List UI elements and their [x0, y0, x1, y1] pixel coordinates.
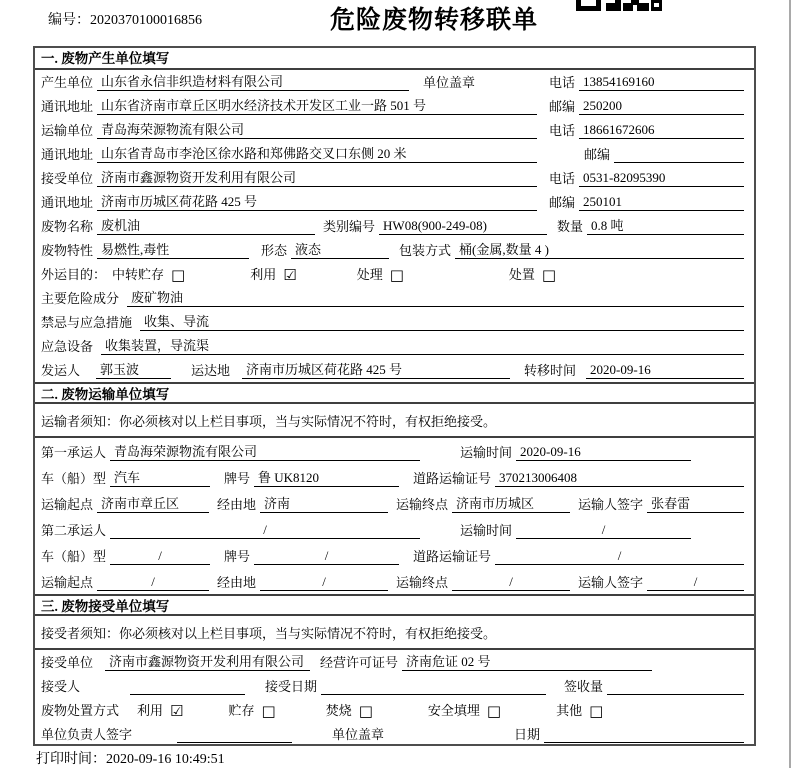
purpose-option-use [250, 264, 296, 283]
row-receiver-address [35, 190, 754, 214]
category-field: HW08(900-249-08) [379, 218, 547, 235]
checkbox-checked-icon: ☑ [170, 702, 184, 720]
receiver-zip-label: 邮编 [548, 195, 575, 210]
print-time [36, 748, 225, 768]
row-transporter-address [35, 142, 754, 166]
checkbox-checked-icon: ☑ [283, 266, 297, 284]
accept-date-field [321, 678, 546, 695]
transporter-notice-text: 运输者须知：你必须核对以上栏目事项，当与实际情况不符时，有权拒绝接受。 [41, 413, 497, 429]
road-cert2-label: 道路运输证号 [413, 549, 492, 564]
vehicle2-field: / [110, 548, 210, 565]
plate2-label: 牌号 [224, 549, 251, 564]
producer-field: 山东省永信非织造材料有限公司 [97, 74, 409, 91]
receiver-label: 接受单位 [41, 171, 94, 186]
section3-header: 三. 废物接受单位填写 [35, 594, 754, 616]
producer-phone-field: 13854169160 [579, 74, 744, 91]
packing-label: 包装方式 [399, 243, 452, 258]
accept-person-label: 接受人 [41, 679, 81, 694]
transporter-phone-field: 18661672606 [579, 122, 744, 139]
checkbox-icon: □ [589, 702, 604, 720]
destination-field: 济南市历城区荷花路 425 号 [242, 362, 510, 379]
unit-seal-label: 单位盖章 [332, 727, 385, 742]
sign2-label: 运输人签字 [578, 575, 644, 590]
sender-field: 郭玉波 [96, 362, 171, 379]
producer-seal-label: 单位盖章 [423, 75, 476, 90]
terminal2-label: 运输终点 [396, 575, 449, 590]
plate1-label: 牌号 [224, 471, 251, 486]
waste-name-label: 废物名称 [41, 219, 94, 234]
purpose-use-label: 利用 [250, 267, 277, 282]
terminal2-field: / [452, 574, 570, 591]
row-disposal-method [35, 698, 754, 722]
row-waste-character [35, 238, 754, 262]
transport-time2-label: 运输时间 [460, 523, 513, 538]
vehicle1-field: 汽车 [110, 470, 210, 487]
character-label: 废物特性 [41, 243, 94, 258]
accept-unit-field: 济南市鑫源物资开发利用有限公司 [105, 654, 310, 671]
accept-amount-field [607, 678, 744, 695]
form-table [33, 46, 756, 746]
character-field: 易燃性,毒性 [97, 242, 249, 259]
transporter-zip-field [614, 146, 744, 163]
receiver-field: 济南市鑫源物资开发利用有限公司 [97, 170, 537, 187]
transport-time1-field: 2020-09-16 [516, 444, 691, 461]
carrier1-label: 第一承运人 [41, 445, 107, 460]
disposal-incinerate-label: 焚烧 [325, 703, 352, 718]
carrier2-label: 第二承运人 [41, 523, 107, 538]
seal-date-field [544, 726, 744, 743]
producer-zip-field: 250200 [579, 98, 744, 115]
receiver-notice-text: 接受者须知：你必须核对以上栏目事项，当与实际情况不符时，有权拒绝接受。 [41, 625, 497, 641]
sender-label: 发运人 [41, 363, 81, 378]
via1-field: 济南 [260, 496, 388, 513]
disposal-label: 废物处置方式 [41, 703, 120, 718]
purpose-transfer-storage-label: 中转贮存 [112, 267, 165, 282]
row-vehicle2 [35, 542, 754, 568]
checkbox-icon: □ [486, 702, 502, 720]
origin2-field: / [97, 574, 209, 591]
row-producer-address [35, 94, 754, 118]
purpose-option-dispose [509, 264, 556, 283]
equipment-field: 收集装置，导流渠 [101, 338, 744, 355]
row-carrier1 [35, 438, 754, 464]
producer-zip-label: 邮编 [548, 99, 575, 114]
producer-address-label: 通讯地址 [41, 99, 94, 114]
checkbox-icon: □ [389, 266, 404, 284]
vehicle2-label: 车（船）型 [41, 549, 107, 564]
transporter-label: 运输单位 [41, 123, 94, 138]
sign1-label: 运输人签字 [578, 497, 644, 512]
purpose-label: 外运目的： [41, 267, 107, 282]
disposal-option-storage [228, 700, 275, 719]
disposal-use-label: 利用 [137, 703, 164, 718]
transfer-time-label: 转移时间 [524, 363, 577, 378]
transporter-field: 青岛海荣源物流有限公司 [97, 122, 537, 139]
row-producer [35, 70, 754, 94]
transporter-address-label: 通讯地址 [41, 147, 94, 162]
checkbox-icon: □ [358, 702, 373, 720]
row-waste-name [35, 214, 754, 238]
sign1-field: 张春雷 [647, 496, 744, 513]
checkbox-icon: □ [171, 266, 186, 284]
row-route2 [35, 568, 754, 594]
road-cert1-label: 道路运输证号 [413, 471, 492, 486]
category-label: 类别编号 [323, 219, 376, 234]
receiver-phone-field: 0531-82095390 [579, 170, 744, 187]
page-title: 危险废物转移联单 [330, 7, 539, 34]
transport-time2-field: / [516, 522, 691, 539]
form-field: 液态 [291, 242, 389, 259]
accept-date-label: 接受日期 [265, 679, 318, 694]
via2-label: 经由地 [217, 575, 257, 590]
producer-address-field: 山东省济南市章丘区明水经济技术开发区工业一路 501 号 [97, 98, 537, 115]
receiver-address-field: 济南市历城区荷花路 425 号 [97, 194, 537, 211]
road-cert1-field: 370213006408 [495, 470, 744, 487]
print-time-value: 2020-09-16 10:49:51 [106, 752, 225, 767]
purpose-option-transfer-storage [112, 264, 185, 283]
section2-header: 二. 废物运输单位填写 [35, 382, 754, 404]
transporter-phone-label: 电话 [548, 123, 575, 138]
checkbox-icon: □ [261, 702, 276, 720]
row-route1 [35, 490, 754, 516]
qr-code-partial [576, 0, 664, 11]
via1-label: 经由地 [217, 497, 257, 512]
taboo-field: 收集、导流 [140, 314, 744, 331]
serial-label: 编号： [48, 13, 90, 28]
carrier2-field: / [110, 522, 420, 539]
hazard-field: 废矿物油 [127, 290, 744, 307]
disposal-storage-label: 贮存 [228, 703, 255, 718]
destination-label: 运达地 [191, 363, 231, 378]
origin2-label: 运输起点 [41, 575, 94, 590]
page-right-edge [789, 0, 791, 768]
disposal-option-use [137, 700, 183, 719]
transport-time1-label: 运输时间 [460, 445, 513, 460]
row-receiver [35, 166, 754, 190]
purpose-option-treat [357, 264, 404, 283]
quantity-field: 0.8 吨 [587, 218, 744, 235]
via2-field: / [260, 574, 388, 591]
license-label: 经营许可证号 [320, 655, 399, 670]
origin1-field: 济南市章丘区 [97, 496, 209, 513]
packing-field: 桶(金属,数量 4 ) [455, 242, 744, 259]
disposal-other-label: 其他 [556, 703, 583, 718]
transfer-time-field: 2020-09-16 [586, 362, 744, 379]
disposal-option-incinerate [326, 700, 373, 719]
accept-unit-label: 接受单位 [41, 655, 94, 670]
row-accept-unit [35, 650, 754, 674]
plate2-field: / [254, 548, 399, 565]
accept-amount-label: 签收量 [564, 679, 604, 694]
road-cert2-field: / [495, 548, 744, 565]
serial-number [48, 9, 202, 29]
disposal-option-other [556, 700, 603, 719]
disposal-landfill-label: 安全填埋 [427, 703, 480, 718]
plate1-field: 鲁 UK8120 [254, 470, 399, 487]
row-transporter [35, 118, 754, 142]
form-label: 形态 [261, 243, 288, 258]
section1-header: 一. 废物产生单位填写 [35, 48, 754, 70]
terminal1-label: 运输终点 [396, 497, 449, 512]
transporter-zip-label: 邮编 [583, 147, 610, 162]
row-head-sign [35, 722, 754, 746]
serial-value: 2020370100016856 [90, 13, 202, 28]
row-vehicle1 [35, 464, 754, 490]
purpose-treat-label: 处理 [356, 267, 383, 282]
purpose-dispose-label: 处置 [508, 267, 535, 282]
transporter-notice [35, 404, 754, 438]
receiver-phone-label: 电话 [548, 171, 575, 186]
terminal1-field: 济南市历城区 [452, 496, 570, 513]
sign2-field: / [647, 574, 744, 591]
row-taboo-measures [35, 310, 754, 334]
print-time-label: 打印时间： [36, 752, 106, 767]
origin1-label: 运输起点 [41, 497, 94, 512]
row-accept-person [35, 674, 754, 698]
taboo-label: 禁忌与应急措施 [41, 315, 133, 330]
receiver-zip-field: 250101 [579, 194, 744, 211]
row-emergency-equipment [35, 334, 754, 358]
producer-label: 产生单位 [41, 75, 94, 90]
row-purpose [35, 262, 754, 286]
receiver-notice [35, 616, 754, 650]
seal-date-label: 日期 [514, 727, 541, 742]
transporter-address-field: 山东省青岛市李沧区徐水路和郑佛路交叉口东侧 20 米 [97, 146, 537, 163]
head-sign-label: 单位负责人签字 [41, 727, 133, 742]
receiver-address-label: 通讯地址 [41, 195, 94, 210]
row-carrier2 [35, 516, 754, 542]
vehicle1-label: 车（船）型 [41, 471, 107, 486]
head-sign-field [177, 726, 292, 743]
producer-phone-label: 电话 [548, 75, 575, 90]
license-field: 济南危证 02 号 [402, 654, 652, 671]
accept-person-field [130, 678, 245, 695]
carrier1-field: 青岛海荣源物流有限公司 [110, 444, 420, 461]
row-hazard-component [35, 286, 754, 310]
waste-name-field: 废机油 [97, 218, 315, 235]
disposal-option-landfill [428, 700, 501, 719]
checkbox-icon: □ [541, 266, 557, 284]
row-sender [35, 358, 754, 382]
quantity-label: 数量 [557, 219, 584, 234]
equipment-label: 应急设备 [41, 339, 94, 354]
hazard-label: 主要危险成分 [41, 291, 120, 306]
